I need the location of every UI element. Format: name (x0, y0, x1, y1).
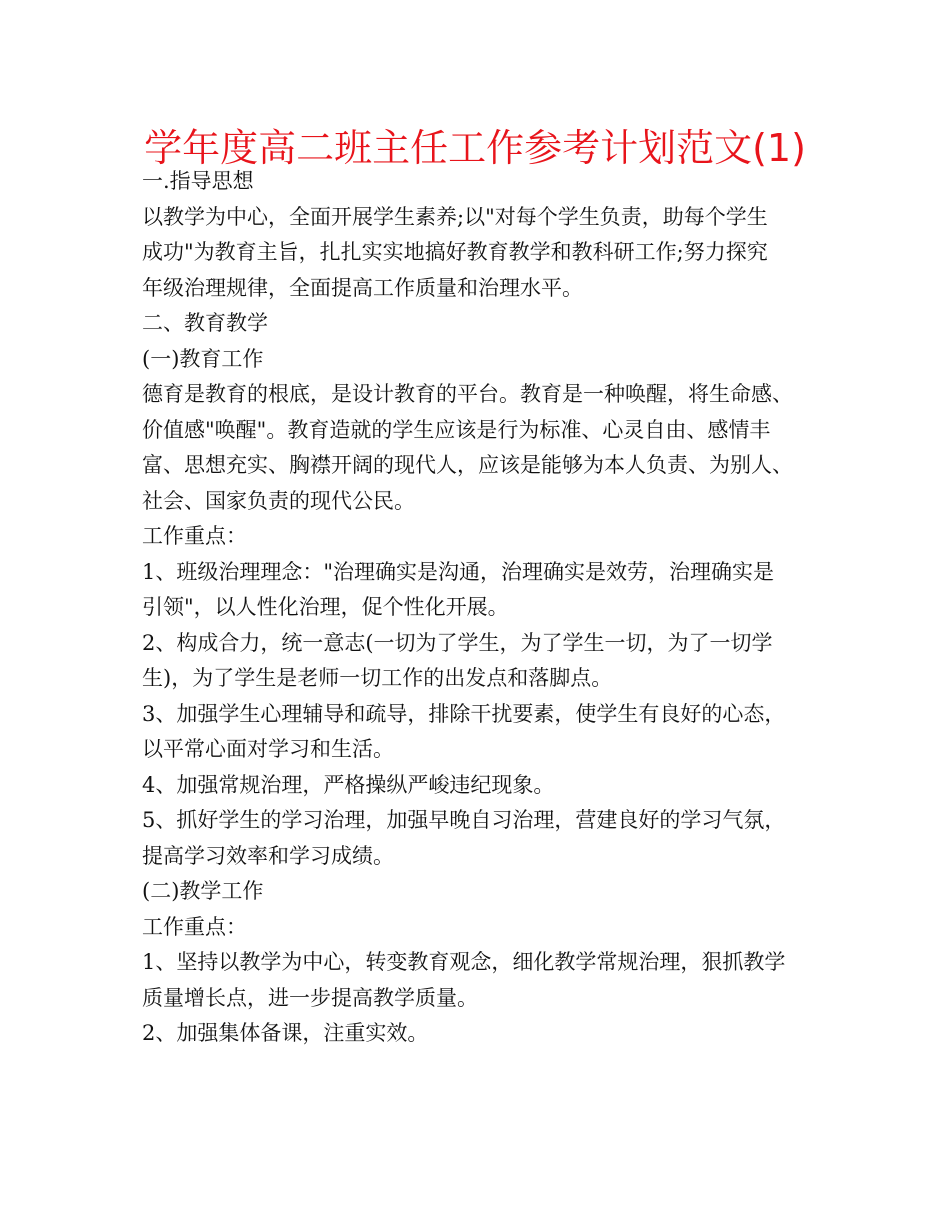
paragraph-line: 年级治理规律，全面提高工作质量和治理水平。 (142, 275, 583, 300)
list-item-line: 生)，为了学生是老师一切工作的出发点和落脚点。 (142, 666, 613, 690)
paragraph-line: 价值感"唤醒"。教育造就的学生应该是行为标准、心灵自由、感情丰 (142, 417, 771, 442)
paragraph-line: 成功"为教育主旨，扎扎实实地搞好教育教学和教科研工作;努力探究 (142, 240, 768, 264)
subsection-heading-teaching-work: (二)教学工作 (142, 879, 264, 903)
list-item-line: 1、班级治理理念："治理确实是沟通，治理确实是效劳，治理确实是 (142, 559, 775, 584)
list-item-line: 5、抓好学生的学习治理，加强早晚自习治理，营建良好的学习气氛， (142, 808, 786, 832)
paragraph-line: 社会、国家负责的现代公民。 (142, 488, 415, 513)
list-item-line: 提高学习效率和学习成绩。 (142, 843, 394, 868)
list-item-line: 质量增长点，进一步提高教学质量。 (142, 985, 478, 1010)
section-heading-education-teaching: 二、教育教学 (142, 311, 268, 335)
list-item-line: 3、加强学生心理辅导和疏导，排除干扰要素，使学生有良好的心态， (142, 701, 786, 726)
work-focus-label: 工作重点： (142, 524, 247, 548)
work-focus-label: 工作重点： (142, 914, 247, 939)
list-item-line: 以平常心面对学习和生活。 (142, 737, 394, 761)
section-heading-guiding-ideology: 一.指导思想 (142, 169, 254, 193)
paragraph-line: 以教学为中心，全面开展学生素养;以"对每个学生负责，助每个学生 (142, 204, 768, 229)
paragraph-line: 德育是教育的根底，是设计教育的平台。教育是一种唤醒，将生命感、 (142, 382, 793, 406)
document-body (142, 164, 832, 1052)
document-title: 学年度高二班主任工作参考计划范文(1) (144, 126, 806, 170)
subsection-heading-education-work: (一)教育工作 (142, 346, 264, 371)
list-item-line: 4、加强常规治理，严格操纵严峻违纪现象。 (142, 772, 555, 797)
list-item-line: 2、构成合力，统一意志(一切为了学生，为了学生一切，为了一切学 (142, 630, 773, 655)
list-item-line: 2、加强集体备课，注重实效。 (142, 1021, 429, 1045)
list-item-line: 引领"，以人性化治理，促个性化开展。 (142, 595, 509, 619)
paragraph-line: 富、思想充实、胸襟开阔的现代人，应该是能够为本人负责、为别人、 (142, 453, 793, 477)
list-item-line: 1、坚持以教学为中心，转变教育观念，细化教学常规治理，狠抓教学 (142, 950, 786, 974)
